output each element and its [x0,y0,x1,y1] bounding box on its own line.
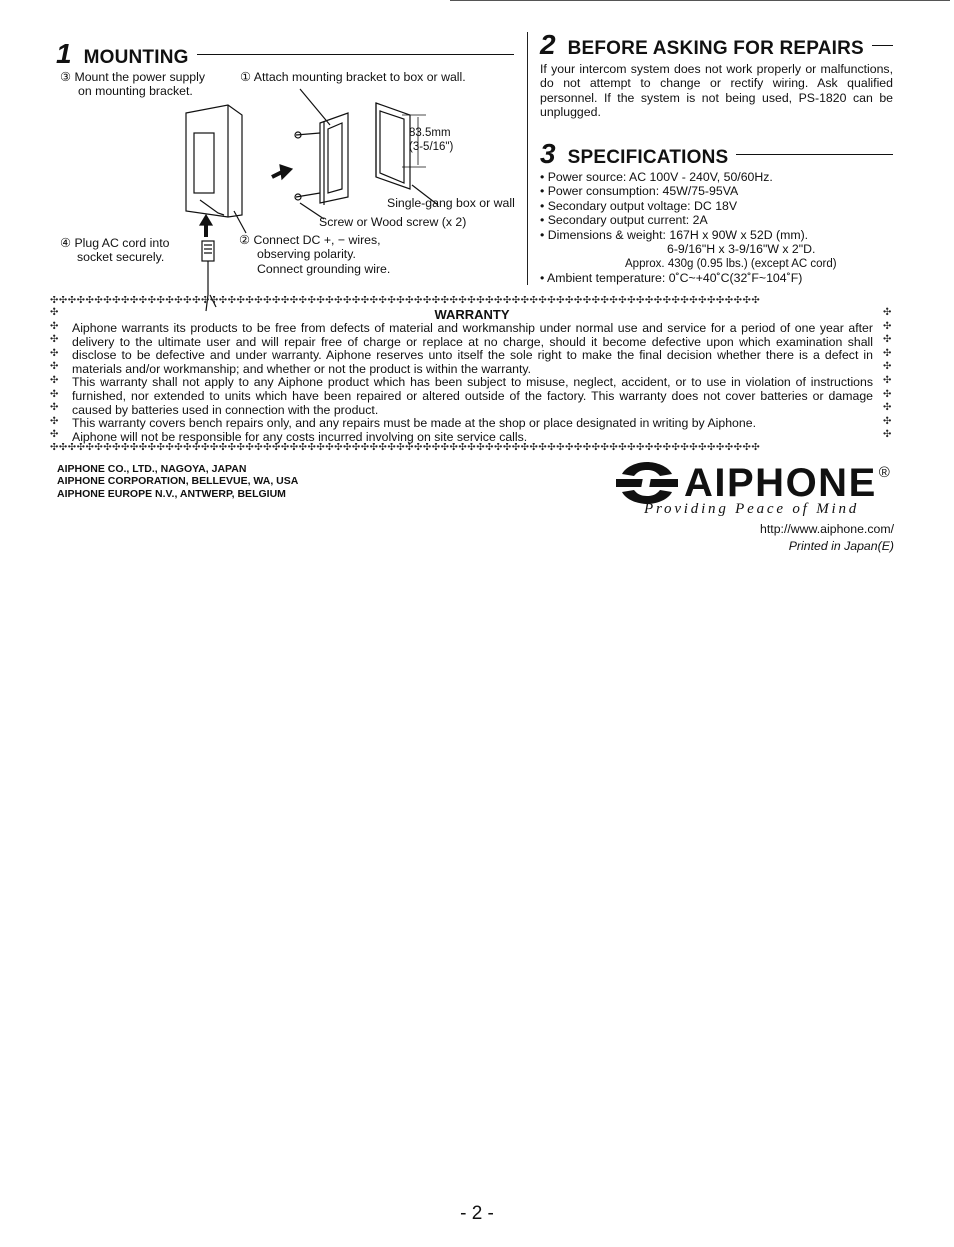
warranty-border-top: ✣✣✣✣✣✣✣✣✣✣✣✣✣✣✣✣✣✣✣✣✣✣✣✣✣✣✣✣✣✣✣✣✣✣✣✣✣✣✣✣✣✣✣✣✣✣✣✣✣✣✣✣✣✣✣✣✣✣✣✣✣✣✣✣✣✣✣✣✣✣✣✣✣✣✣✣✣✣✣✣ [50,296,761,306]
mounting-heading [56,40,514,69]
warranty-body [72,322,873,444]
registered-mark: ® [878,464,890,481]
aiphone-brand [616,462,890,504]
step2-leader [234,211,246,233]
specs-title-rule [736,154,893,155]
spec-item: • Power source: AC 100V - 240V, 50/60Hz. [540,170,773,184]
step2-instruction [239,233,390,276]
page-number: - 2 - [460,1203,494,1224]
warranty-border-mark: ✣ [883,347,892,359]
step4-line2: socket securely. [77,250,165,265]
warranty-border-mark: ✣ [50,361,59,373]
step2-line3: Connect grounding wire. [257,261,391,276]
brand-name: AIPHONE [684,461,877,505]
screw-lines [296,133,320,197]
step3-line1: Mount the power supply [74,70,206,84]
warranty-paragraph: This warranty shall not apply to any Aiphone product which has been subject to misuse, neglect, accident, or to use in violation of instructions furnished, nor extended to units which have been repaired or altered outside of the factory. This warranty does not cover batteries or damage caused by batteries used in connection with the product. [72,375,873,417]
power-supply-panel [194,133,214,193]
warranty-border-right [883,308,895,444]
step2-line1: Connect DC +, − wires, [253,233,381,247]
printed-in: Printed in Japan(E) [788,539,894,553]
dimension-in: (3-5/16") [409,140,454,153]
warranty-border-mark: ✣ [883,415,892,427]
step4-line1: Plug AC cord into [74,236,170,250]
step4-marker: ④ [60,236,72,250]
step3-marker: ③ [60,70,72,84]
step3-line2: on mounting bracket. [78,84,193,99]
company-list [57,463,298,500]
specs-title: SPECIFICATIONS [567,147,729,168]
warranty-border-mark: ✣ [883,307,892,318]
warranty-border-mark: ✣ [50,347,59,359]
warranty-border-mark: ✣ [883,402,892,414]
warranty-border-mark: ✣ [883,429,892,441]
warranty-border-mark: ✣ [50,388,59,400]
spec-ambient-temperature: • Ambient temperature: 0˚C~+40˚C(32˚F~104˚F) [540,271,803,285]
ac-plug-body [202,241,214,261]
mounting-title: MOUNTING [83,47,189,68]
repairs-heading [540,31,893,60]
warranty-border-mark: ✣ [50,415,59,427]
warranty-border-mark: ✣ [50,402,59,414]
repairs-text: If your intercom system does not work properly or malfunctions, do not attempt to change or rectify wiring. Ask qualified personnel. If the system is not being used, PS-1820 can be unplugged. [540,62,893,119]
warranty-border-left [50,308,62,444]
repairs-title: BEFORE ASKING FOR REPAIRS [567,38,864,59]
spec-item: • Secondary output voltage: DC 18V [540,198,738,213]
company-japan: AIPHONE CO., LTD., NAGOYA, JAPAN [57,463,247,475]
spec-dimensions-inches: 6-9/16"H x 3-9/16"W x 2"D. [667,242,816,256]
warranty-paragraph: This warranty covers bench repairs only, and any repairs must be made at the shop or place designated in writing by Aiphone. [72,416,756,431]
step1-marker: ① [240,70,252,84]
brand-tagline: Providing Peace of Mind [644,501,860,517]
step1-leader [300,89,330,125]
warranty-border-mark: ✣ [883,334,892,346]
spec-item: • Secondary output current: 2A [540,213,708,228]
repairs-title-rule [872,45,893,46]
repairs-number: 2 [540,29,556,60]
step1-instruction [240,70,466,84]
box-label: Single-gang box or wall [387,196,515,210]
spec-item: • Power consumption: 45W/75-95VA [540,184,739,199]
warranty-border-mark: ✣ [883,320,892,332]
screw-label: Screw or Wood screw (x 2) [319,215,467,229]
step1-text: Attach mounting bracket to box or wall. [253,70,466,84]
spec-item: • Dimensions & weight: 167H x 90W x 52D (mm). [540,227,809,242]
step2-line2: observing polarity. [257,247,356,262]
warranty-border-mark: ✣ [50,334,59,346]
step2-marker: ② [239,233,251,247]
dimension-mm: 83.5mm [409,127,451,139]
spec-weight: Approx. 430g (0.95 lbs.) (except AC cord) [625,258,837,270]
dimension-label [409,127,453,154]
warranty-border-mark: ✣ [50,320,59,332]
top-rule [450,0,950,1]
company-usa: AIPHONE CORPORATION, BELLEVUE, WA, USA [57,475,299,488]
warranty-border-mark: ✣ [883,361,892,373]
warranty-border-mark: ✣ [50,307,59,318]
warranty-border-mark: ✣ [883,388,892,400]
aiphone-logo-icon [616,462,678,504]
specs-heading [540,140,893,169]
warranty-title: WARRANTY [434,307,510,322]
specs-number: 3 [540,138,556,169]
warranty-border-mark: ✣ [50,429,59,441]
step4-instruction [60,236,169,265]
warranty-paragraph: Aiphone warrants its products to be free from defects of material and workmanship under normal use and service for a period of one year after delivery to the ultimate user and will repair free of charge or replace at no charge, should it become defective upon which examination shall disclose to be defective and under warranty. Aiphone reserves unto itself the sole right to make the final decision whether there is a defect in materials and/or workmanship; and whether or not the product is within the warranty. [72,321,873,376]
company-europe: AIPHONE EUROPE N.V., ANTWERP, BELGIUM [57,487,286,500]
warranty-border-mark: ✣ [50,374,59,386]
mounting-number: 1 [56,38,72,69]
website-url: http://www.aiphone.com/ [760,522,894,536]
specs-list [540,170,808,242]
warranty-paragraph: Aiphone will not be responsible for any costs incurred involving on site service calls. [72,429,528,444]
warranty-border-bottom: ✣✣✣✣✣✣✣✣✣✣✣✣✣✣✣✣✣✣✣✣✣✣✣✣✣✣✣✣✣✣✣✣✣✣✣✣✣✣✣✣✣✣✣✣✣✣✣✣✣✣✣✣✣✣✣✣✣✣✣✣✣✣✣✣✣✣✣✣✣✣✣✣✣✣✣✣✣✣✣✣ [50,443,761,453]
warranty-border-mark: ✣ [883,374,892,386]
column-divider [527,32,528,285]
mounting-title-rule [197,54,514,55]
